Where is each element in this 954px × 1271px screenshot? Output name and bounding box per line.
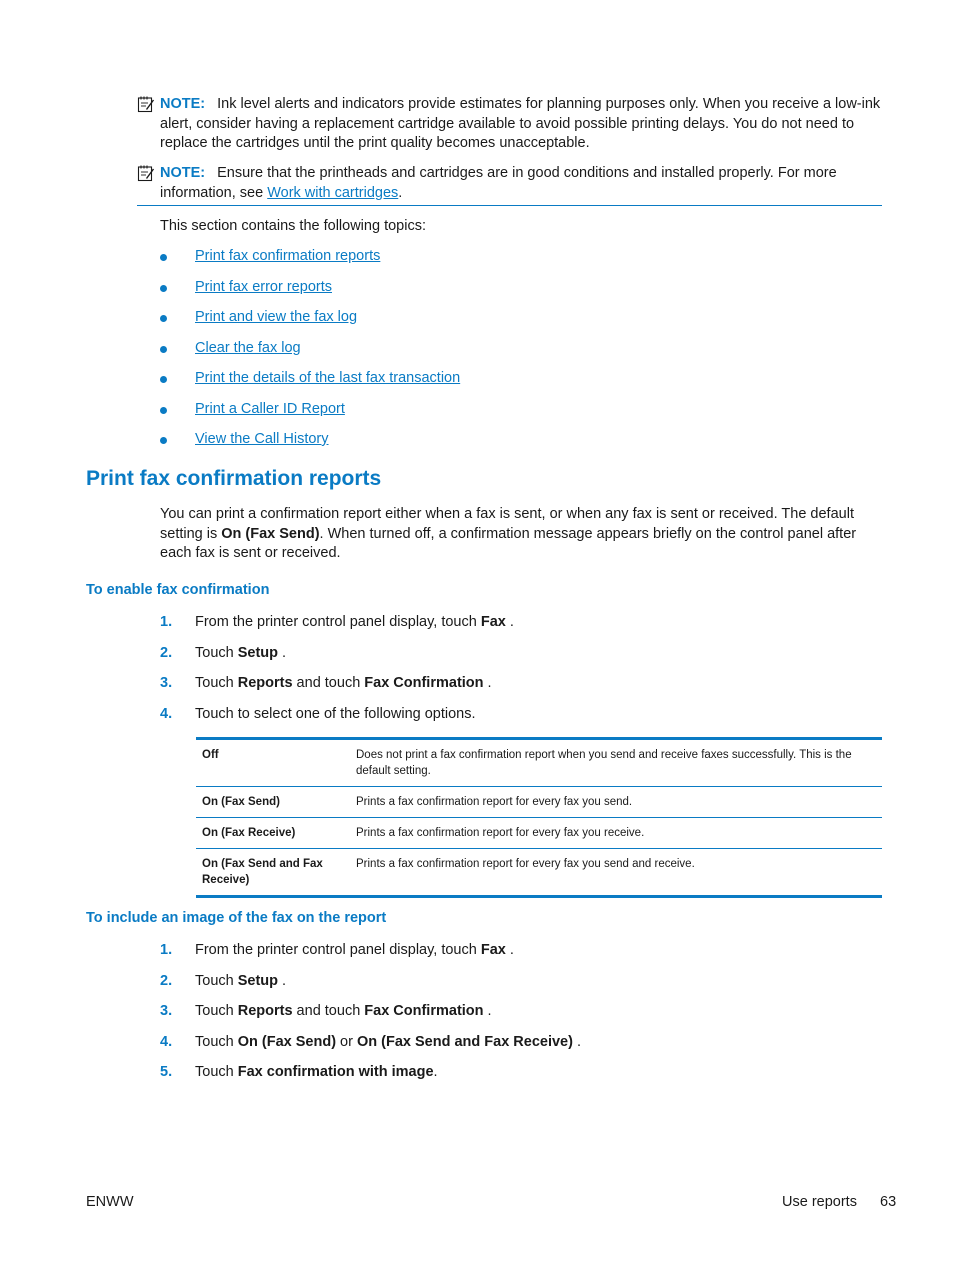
step-post: . — [483, 675, 492, 691]
step-number: 5. — [160, 1064, 173, 1080]
section-title: Print fax confirmation reports — [86, 467, 382, 490]
step-mid: . — [278, 972, 287, 989]
step-bold: Fax — [480, 614, 506, 630]
topic-link[interactable]: Clear the fax log — [195, 339, 301, 356]
step-bold: On (Fax Send) — [237, 1033, 337, 1050]
footer-section: Use reports — [782, 1194, 857, 1210]
step-text — [195, 941, 514, 961]
step-bold: Fax Confirmation — [364, 675, 484, 691]
step-number: 1. — [160, 942, 173, 958]
step-number: 2. — [160, 972, 173, 989]
table-row — [196, 787, 882, 818]
option-key: On (Fax Send) — [196, 787, 350, 818]
step-number: 1. — [160, 614, 173, 630]
para-bold: On (Fax Send) — [221, 525, 320, 542]
step-bold: Setup — [237, 644, 279, 661]
step-text — [195, 613, 514, 633]
bullet-icon — [160, 407, 167, 414]
topic-link[interactable]: Print fax error reports — [195, 278, 332, 295]
step-mid: . — [505, 614, 514, 630]
section-paragraph — [160, 505, 882, 564]
step-bold: On (Fax Send and Fax Receive) — [356, 1033, 573, 1050]
footer-left: ENWW — [86, 1194, 134, 1210]
topic-link[interactable]: View the Call History — [195, 431, 329, 447]
step-pre: Touch — [195, 675, 238, 691]
step-bold: Reports — [237, 1003, 293, 1019]
option-desc: Prints a fax confirmation report for every fax you send and receive. — [356, 858, 695, 870]
step-number: 3. — [160, 675, 173, 691]
step-mid: and touch — [292, 675, 365, 691]
bullet-icon — [160, 254, 167, 261]
topic-link[interactable]: Print the details of the last fax transaction — [195, 370, 461, 386]
bullet-icon — [160, 285, 167, 292]
step-number: 3. — [160, 1003, 173, 1019]
table-row — [196, 849, 882, 897]
topic-link[interactable]: Print fax confirmation reports — [195, 248, 381, 264]
topics-intro: This section contains the following topics: — [160, 218, 426, 234]
step-text: Touch to select one of the following options. — [195, 705, 476, 722]
note-pad-icon — [137, 95, 155, 113]
option-key: Off — [196, 739, 350, 787]
option-key: On (Fax Receive) — [196, 818, 350, 849]
option-desc: Does not print a fax confirmation report when you send and receive faxes successfully. This is the default setting. — [350, 739, 882, 787]
step-number: 2. — [160, 644, 173, 661]
note-label: NOTE: — [160, 165, 206, 181]
step-mid: . — [433, 1064, 438, 1080]
step-pre: From the printer control panel display, touch — [195, 942, 481, 958]
step-mid: . — [278, 644, 287, 661]
step-pre: Touch — [195, 972, 238, 989]
enable-heading: To enable fax confirmation — [86, 582, 270, 598]
note-printheads — [137, 164, 882, 206]
step-text — [195, 674, 492, 694]
step-pre: From the printer control panel display, touch — [195, 614, 481, 630]
step-post: . — [483, 1003, 492, 1019]
table-row — [196, 818, 882, 849]
note-label: NOTE: — [160, 96, 206, 112]
para-text: . When turned off, a confirmation message appears briefly on the control panel after each fax is sent or received. — [160, 525, 857, 561]
page-number: 63 — [880, 1194, 897, 1210]
step-pre: Touch — [195, 1064, 238, 1080]
note-pad-icon — [137, 164, 155, 182]
step-pre: Touch — [195, 1033, 238, 1050]
step-bold: Reports — [237, 675, 293, 691]
step-text — [195, 1002, 492, 1022]
step-text — [195, 1033, 581, 1053]
topic-link[interactable]: Print a Caller ID Report — [195, 400, 345, 417]
note-text: Ensure that the printheads and cartridges are in good conditions and installed properly. For more information, see — [160, 165, 837, 201]
bullet-icon — [160, 437, 167, 444]
step-bold: Fax — [480, 942, 506, 958]
step-number: 4. — [160, 1033, 173, 1050]
options-table — [196, 737, 882, 898]
table-row — [196, 739, 882, 787]
option-desc: Prints a fax confirmation report for every fax you send. — [350, 787, 882, 818]
step-bold: Setup — [237, 972, 279, 989]
option-key: On (Fax Send and Fax Receive) — [202, 858, 323, 886]
image-heading: To include an image of the fax on the report — [86, 910, 387, 926]
step-text — [195, 972, 286, 992]
bullet-icon — [160, 346, 167, 353]
step-mid: . — [505, 942, 514, 958]
work-with-cartridges-link[interactable]: Work with cartridges — [267, 184, 399, 201]
bullet-icon — [160, 315, 167, 322]
note-text-end: . — [398, 184, 403, 201]
step-bold: Fax Confirmation — [364, 1003, 484, 1019]
topic-link[interactable]: Print and view the fax log — [195, 309, 358, 325]
option-desc: Prints a fax confirmation report for every fax you receive. — [350, 818, 882, 849]
step-text — [195, 1063, 438, 1083]
bullet-icon — [160, 376, 167, 383]
step-text — [195, 644, 286, 664]
step-pre: Touch — [195, 644, 238, 661]
step-post: . — [572, 1033, 582, 1050]
step-number: 4. — [160, 705, 173, 722]
step-pre: Touch — [195, 1003, 238, 1019]
note-ink-level — [137, 95, 882, 154]
step-mid: and touch — [292, 1003, 365, 1019]
note-text: Ink level alerts and indicators provide estimates for planning purposes only. When you receive a low-ink alert, consider having a replacement cartridge available to avoid possible printing delays. You do not need to replace the cartridges until the print quality becomes unacceptable. — [160, 96, 881, 151]
step-bold: Fax confirmation with image — [237, 1064, 434, 1080]
step-mid: or — [336, 1033, 357, 1050]
para-text: You can print a confirmation report either when a fax is sent, or when any fax is sent or received. The default setting is — [160, 506, 854, 542]
